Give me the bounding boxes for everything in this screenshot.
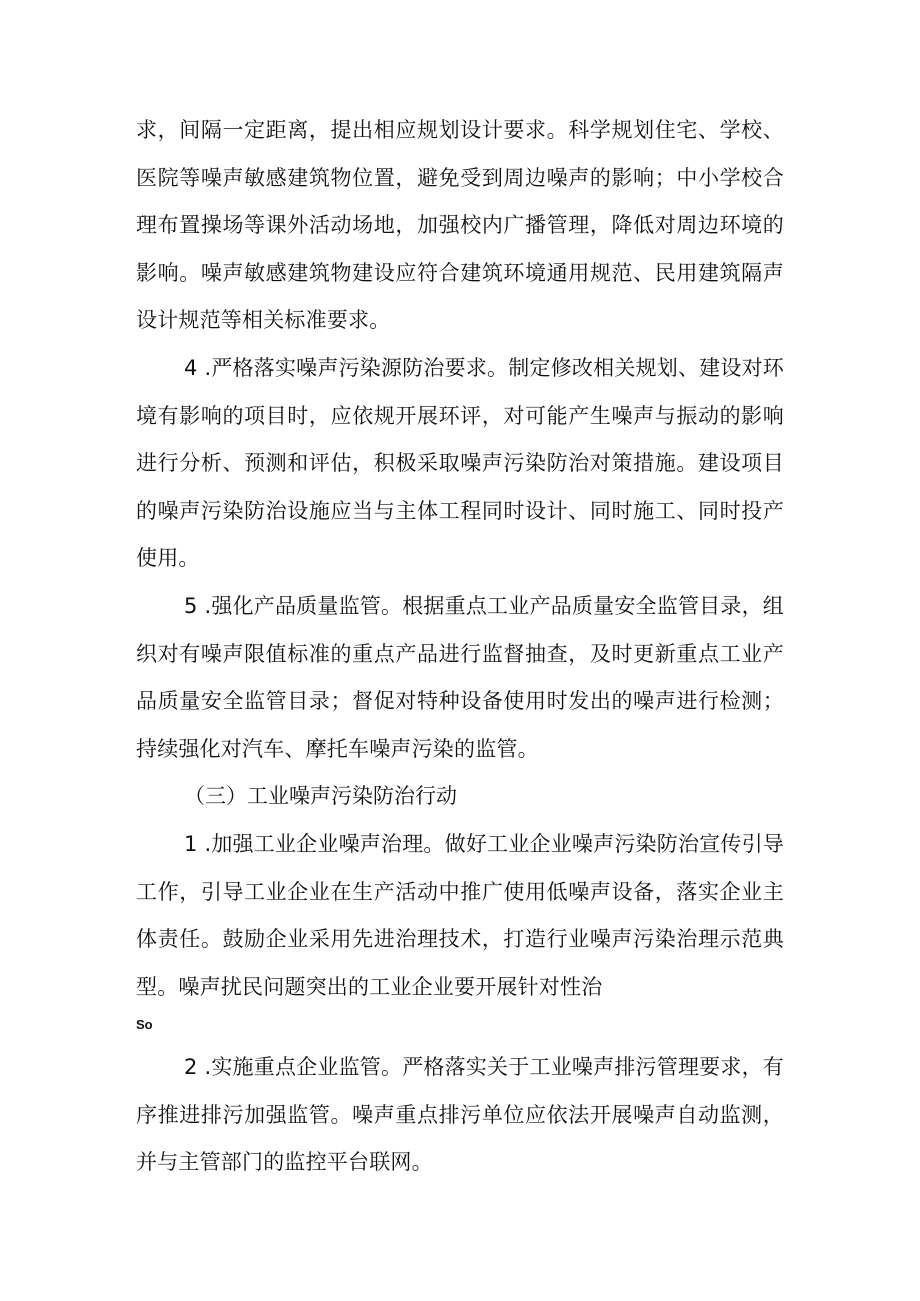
paragraph-pollution-source-control: 4 .严格落实噪声污染源防治要求。制定修改相关规划、建设对环境有影响的项目时，应依规开展环评，对可能产生噪声与振动的影响进行分析、预测和评估，积极采取噪声污染防治对策措施。建设项目的噪声污染防治设施应当与主体工程同时设计、同时施工、同时投产使用。 [136,356,784,570]
section-heading-industrial-noise: （三）工业噪声污染防治行动 [184,784,457,808]
paragraph-planning-requirements: 求，间隔一定距离，提出相应规划设计要求。科学规划住宅、学校、医院等噪声敏感建筑物位置，避免受到周边噪声的影响；中小学校合理布置操场等课外活动场地，加强校内广播管理，降低对周边环境的影响。噪声敏感建筑物建设应符合建筑环境通用规范、民用建筑隔声设计规范等相关标准要求。 [136,118,784,332]
paragraph-industrial-noise-governance: 1 .加强工业企业噪声治理。做好工业企业噪声污染防治宣传引导工作，引导工业企业在生产活动中推广使用低噪声设备，落实企业主体责任。鼓励企业采用先进治理技术，打造行业噪声污染治理示范典型。噪声扰民问题突出的工业企业要开展针对性治 [136,832,784,999]
paragraph-key-enterprise-supervision: 2 .实施重点企业监管。严格落实关于工业噪声排污管理要求，有序推进排污加强监管。噪声重点排污单位应依法开展噪声自动监测，并与主管部门的监控平台联网。 [136,1055,784,1174]
stray-text-fragment: So [136,1017,153,1032]
paragraph-product-quality-supervision: 5 .强化产品质量监管。根据重点工业产品质量安全监管目录，组织对有噪声限值标准的重点产品进行监督抽查，及时更新重点工业产品质量安全监管目录；督促对特种设备使用时发出的噪声进行检测；持续强化对汽车、摩托车噪声污染的监管。 [136,594,784,761]
